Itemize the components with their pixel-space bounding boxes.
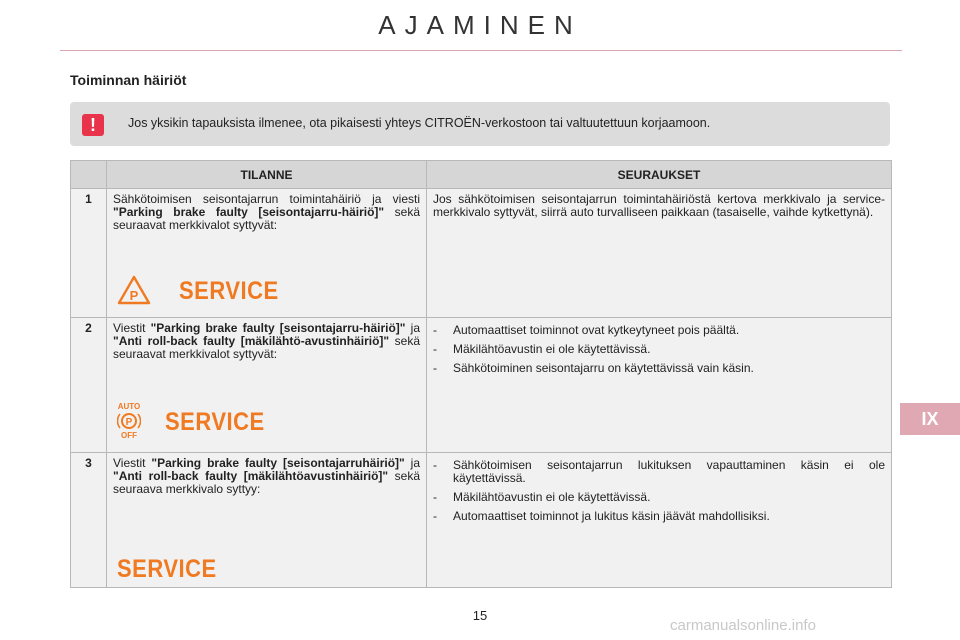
situation-cell xyxy=(107,189,427,318)
header-situation: TILANNE xyxy=(107,161,427,189)
situation-text: Viestit xyxy=(113,321,151,335)
situation-message: "Anti roll-back faulty [mäkilähtö-avustinhäiriö]" xyxy=(113,334,390,348)
list-item: - Mäkilähtöavustin ei ole käytettävissä. xyxy=(433,491,885,504)
row-number: 1 xyxy=(71,189,107,318)
table-row xyxy=(71,189,892,318)
situation-text: sekä seuraavat merkkivalot syttyvät: xyxy=(113,205,420,232)
situation-text: sekä seuraavat merkkivalot syttyvät: xyxy=(113,334,420,361)
page-title: AJAMINEN xyxy=(378,10,582,40)
chapter-tab[interactable]: IX xyxy=(900,403,960,435)
situation-text: ja xyxy=(405,321,420,335)
header-consequence: SEURAUKSET xyxy=(427,161,892,189)
page-number: 15 xyxy=(472,608,488,623)
table-header-row xyxy=(71,161,892,189)
faults-table xyxy=(70,160,892,588)
header-num xyxy=(71,161,107,189)
service-lamp: SERVICE xyxy=(179,275,279,305)
consequence-text: Jos sähkötoimisen seisontajarrun toimintahäiriöstä kertova merkkivalo ja service-merkkivalo syttyvät, siirrä auto turvalliseen paikkaan (tasaiselle, vaihde kytkettynä). xyxy=(433,192,885,219)
warning-lamps xyxy=(117,275,279,305)
warning-lamps xyxy=(117,554,217,583)
auto-off-brake-icon xyxy=(117,402,141,440)
consequence-list xyxy=(433,459,885,523)
situation-message: "Parking brake faulty [seisontajarruhäiriö]" xyxy=(151,456,405,470)
header-divider xyxy=(60,50,902,51)
warning-text: Jos yksikin tapauksista ilmenee, ota pikaisesti yhteys CITROËN-verkostoon tai valtuutettuun korjaamoon. xyxy=(128,116,711,130)
section-title: Toiminnan häiriöt xyxy=(70,72,187,88)
situation-text: Sähkötoimisen seisontajarrun toimintahäiriö ja viesti xyxy=(113,192,420,206)
service-lamp: SERVICE xyxy=(117,554,217,583)
auto-label: AUTO xyxy=(117,402,141,411)
table-row xyxy=(71,318,892,453)
situation-text: Viestit xyxy=(113,456,152,470)
warning-lamps xyxy=(117,402,265,440)
parking-brake-fault-icon xyxy=(117,275,151,305)
list-item: - Automaattiset toiminnot ja lukitus käsin jäävät mahdollisiksi. xyxy=(433,510,885,523)
auto-brake-symbol: P xyxy=(125,417,133,428)
table-row xyxy=(71,453,892,588)
situation-text: sekä seuraava merkkivalo syttyy: xyxy=(113,469,420,496)
situation-cell xyxy=(107,453,427,588)
off-label: OFF xyxy=(121,431,137,440)
situation-text: ja xyxy=(404,456,421,470)
situation-cell xyxy=(107,318,427,453)
service-lamp: SERVICE xyxy=(165,406,265,436)
list-item: - Mäkilähtöavustin ei ole käytettävissä. xyxy=(433,343,885,356)
list-item: - Sähkötoiminen seisontajarru on käytettävissä vain käsin. xyxy=(433,362,885,375)
consequence-cell xyxy=(427,318,892,453)
consequence-list xyxy=(433,324,885,375)
list-item: - Sähkötoimisen seisontajarrun lukituksen vapauttaminen käsin ei ole käytettävissä. xyxy=(433,459,885,485)
brake-circle-icon xyxy=(117,411,141,431)
warning-icon: ! xyxy=(82,114,104,136)
brake-symbol: P xyxy=(129,288,139,303)
consequence-cell xyxy=(427,453,892,588)
situation-message: "Parking brake faulty [seisontajarru-häiriö]" xyxy=(150,321,406,335)
row-number: 2 xyxy=(71,318,107,453)
watermark: carmanualsonline.info xyxy=(670,617,816,634)
situation-message: "Anti roll-back faulty [mäkilähtöavustinhäiriö]" xyxy=(113,469,389,483)
warning-box xyxy=(70,102,890,146)
situation-message: "Parking brake faulty [seisontajarru-häiriö]" xyxy=(113,205,385,219)
consequence-cell xyxy=(427,189,892,318)
list-item: - Automaattiset toiminnot ovat kytkeytyneet pois päältä. xyxy=(433,324,885,337)
row-number: 3 xyxy=(71,453,107,588)
